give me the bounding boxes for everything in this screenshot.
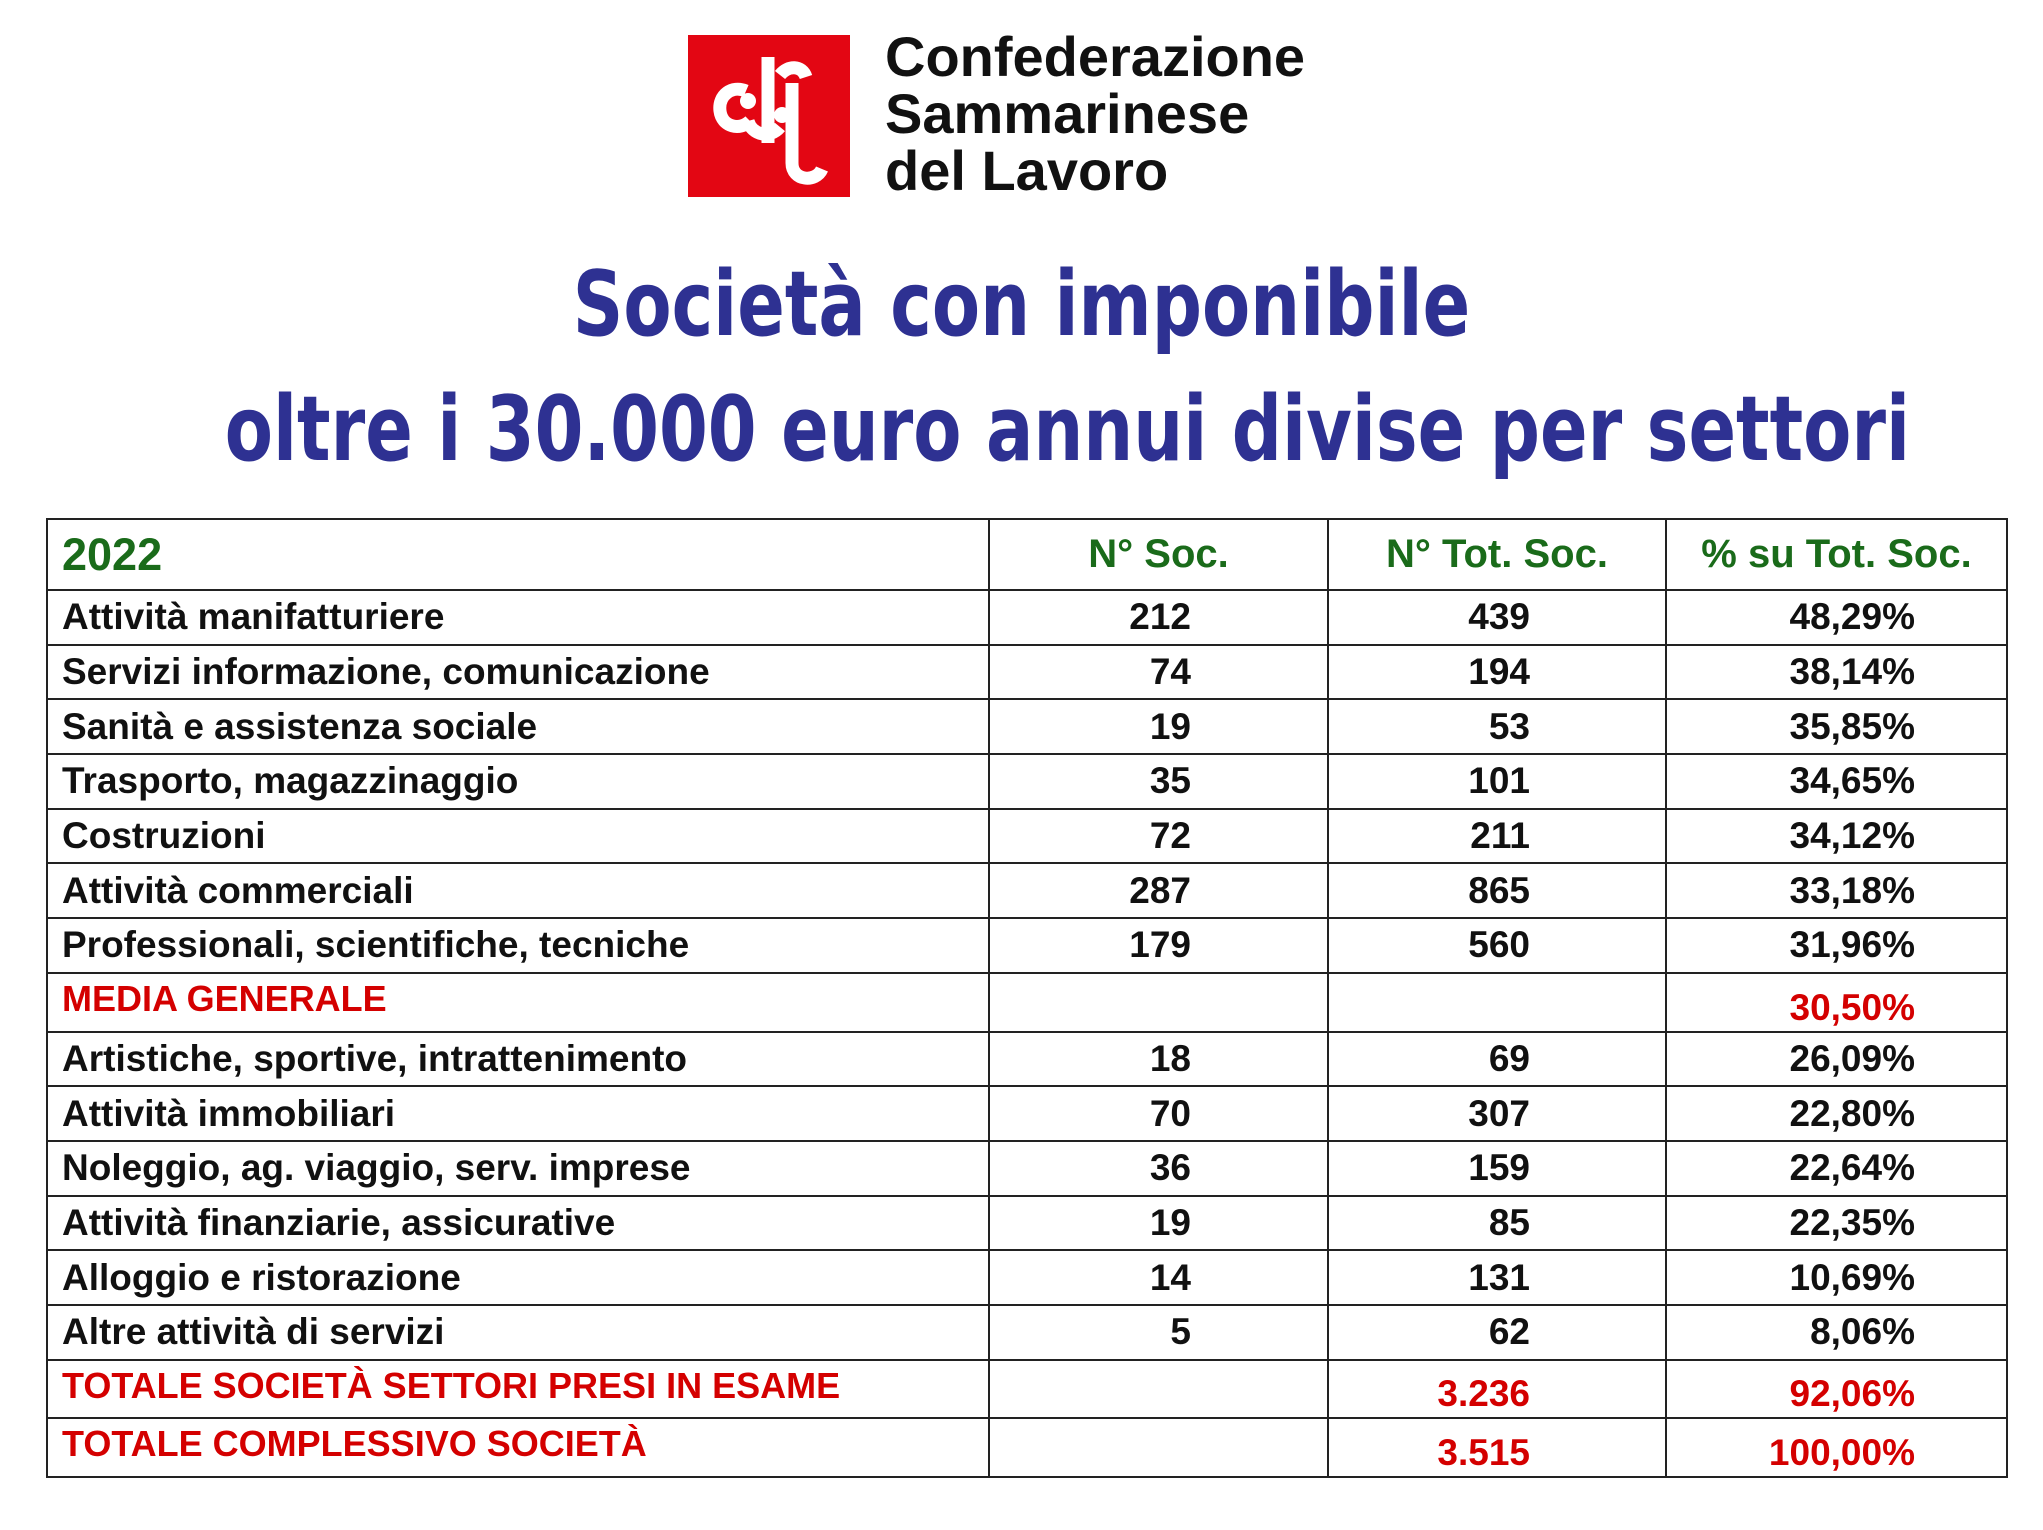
n-tot-soc-cell: 3.236 [1328, 1360, 1666, 1419]
n-soc-cell: 287 [989, 863, 1328, 918]
sector-cell: Noleggio, ag. viaggio, serv. imprese [47, 1141, 989, 1196]
org-name-line-3: del Lavoro [885, 139, 1169, 202]
table-row [47, 1086, 2007, 1141]
n-soc-cell: 179 [989, 918, 1328, 973]
pct-cell: 8,06% [1666, 1305, 2007, 1360]
n-soc-cell: 35 [989, 754, 1328, 809]
table-row-highlight [47, 1418, 2007, 1477]
n-tot-soc-cell: 159 [1328, 1141, 1666, 1196]
pct-cell: 38,14% [1666, 645, 2007, 700]
table-row [47, 645, 2007, 700]
n-soc-cell: 19 [989, 699, 1328, 754]
n-soc-cell [989, 973, 1328, 1032]
n-soc-cell [989, 1418, 1328, 1477]
sector-table [46, 518, 2008, 1478]
page-title-line-1: Società con imponibile [572, 252, 1471, 357]
column-header-n-soc: N° Soc. [989, 519, 1328, 590]
pct-cell: 10,69% [1666, 1250, 2007, 1305]
n-tot-soc-cell: 560 [1328, 918, 1666, 973]
pct-cell: 35,85% [1666, 699, 2007, 754]
n-tot-soc-cell: 3.515 [1328, 1418, 1666, 1477]
n-tot-soc-cell: 131 [1328, 1250, 1666, 1305]
sector-cell: Professionali, scientifiche, tecniche [47, 918, 989, 973]
n-soc-cell: 19 [989, 1196, 1328, 1251]
table-row-highlight [47, 973, 2007, 1032]
pct-cell: 48,29% [1666, 590, 2007, 645]
sector-cell: TOTALE SOCIETÀ SETTORI PRESI IN ESAME [47, 1360, 989, 1419]
n-tot-soc-cell: 53 [1328, 699, 1666, 754]
n-soc-cell: 72 [989, 809, 1328, 864]
n-tot-soc-cell: 211 [1328, 809, 1666, 864]
n-tot-soc-cell [1328, 973, 1666, 1032]
csdl-logo-icon-graphic [688, 35, 850, 197]
sector-cell: Trasporto, magazzinaggio [47, 754, 989, 809]
sector-cell: TOTALE COMPLESSIVO SOCIETÀ [47, 1418, 989, 1477]
organization-name [885, 25, 1306, 202]
n-soc-cell: 74 [989, 645, 1328, 700]
n-soc-cell: 18 [989, 1032, 1328, 1087]
pct-cell: 22,80% [1666, 1086, 2007, 1141]
column-header-pct: % su Tot. Soc. [1666, 519, 2007, 590]
pct-cell: 34,65% [1666, 754, 2007, 809]
sector-cell: Artistiche, sportive, intrattenimento [47, 1032, 989, 1087]
table-row [47, 699, 2007, 754]
page-title-line-2: oltre i 30.000 euro annui divise per settori [224, 377, 1911, 482]
table-row [47, 754, 2007, 809]
csdl-logo-icon [688, 35, 850, 197]
sector-cell: Attività finanziarie, assicurative [47, 1196, 989, 1251]
table-row-highlight [47, 1360, 2007, 1419]
pct-cell: 100,00% [1666, 1418, 2007, 1477]
table-row [47, 1032, 2007, 1087]
sector-cell: MEDIA GENERALE [47, 973, 989, 1032]
sector-cell: Attività commerciali [47, 863, 989, 918]
sector-cell: Costruzioni [47, 809, 989, 864]
pct-cell: 33,18% [1666, 863, 2007, 918]
sector-cell: Attività manifatturiere [47, 590, 989, 645]
table-row [47, 1305, 2007, 1360]
table-header-row [47, 519, 2007, 590]
sector-cell: Altre attività di servizi [47, 1305, 989, 1360]
sector-cell: Sanità e assistenza sociale [47, 699, 989, 754]
table-row [47, 1250, 2007, 1305]
sector-cell: Servizi informazione, comunicazione [47, 645, 989, 700]
n-soc-cell [989, 1360, 1328, 1419]
n-tot-soc-cell: 85 [1328, 1196, 1666, 1251]
sector-cell: Alloggio e ristorazione [47, 1250, 989, 1305]
n-tot-soc-cell: 69 [1328, 1032, 1666, 1087]
n-tot-soc-cell: 101 [1328, 754, 1666, 809]
pct-cell: 31,96% [1666, 918, 2007, 973]
n-soc-cell: 5 [989, 1305, 1328, 1360]
sector-cell: Attività immobiliari [47, 1086, 989, 1141]
pct-cell: 22,64% [1666, 1141, 2007, 1196]
column-header-n-tot-soc: N° Tot. Soc. [1328, 519, 1666, 590]
table-row [47, 809, 2007, 864]
table-row [47, 1196, 2007, 1251]
pct-cell: 34,12% [1666, 809, 2007, 864]
n-tot-soc-cell: 307 [1328, 1086, 1666, 1141]
table-row [47, 918, 2007, 973]
n-soc-cell: 14 [989, 1250, 1328, 1305]
table-row [47, 590, 2007, 645]
org-name-line-1: Confederazione [885, 25, 1306, 88]
n-soc-cell: 70 [989, 1086, 1328, 1141]
pct-cell: 30,50% [1666, 973, 2007, 1032]
pct-cell: 26,09% [1666, 1032, 2007, 1087]
table-row [47, 1141, 2007, 1196]
n-soc-cell: 36 [989, 1141, 1328, 1196]
org-name-line-2: Sammarinese [885, 82, 1250, 145]
pct-cell: 92,06% [1666, 1360, 2007, 1419]
n-tot-soc-cell: 865 [1328, 863, 1666, 918]
n-soc-cell: 212 [989, 590, 1328, 645]
n-tot-soc-cell: 194 [1328, 645, 1666, 700]
table-row [47, 863, 2007, 918]
n-tot-soc-cell: 439 [1328, 590, 1666, 645]
pct-cell: 22,35% [1666, 1196, 2007, 1251]
n-tot-soc-cell: 62 [1328, 1305, 1666, 1360]
year-header: 2022 [47, 519, 989, 590]
